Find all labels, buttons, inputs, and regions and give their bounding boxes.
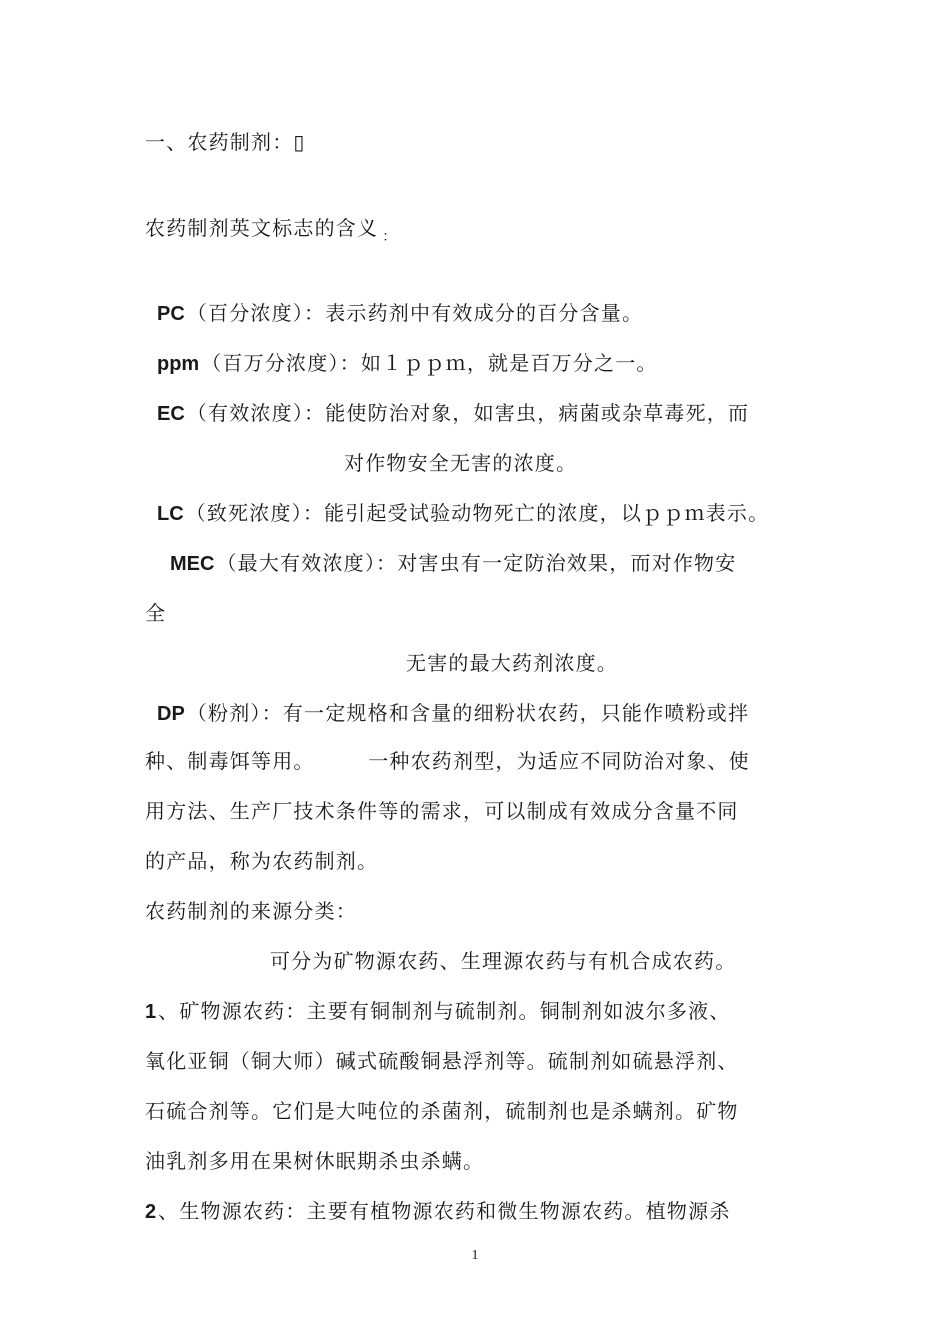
def-ppm — [157, 348, 658, 379]
def-ec-text: （有效浓度）：能使防治对象，如害虫，病菌或杂草毒死，而 — [186, 401, 750, 425]
abbr-ec: EC — [157, 403, 185, 425]
abbr-mec: MEC — [170, 553, 215, 575]
item-1-line: 油乳剂多用在果树休眠期杀虫杀螨。 — [145, 1149, 485, 1173]
def-ppm-text: （百万分浓度）：如１ｐｐｍ，就是百万分之一。 — [201, 351, 658, 375]
paragraph-line: 的产品，称为农药制剂。 — [145, 849, 379, 873]
paragraph-line: 用方法、生产厂技术条件等的需求，可以制成有效成分含量不同 — [145, 799, 739, 823]
abbr-ppm: ppm — [157, 353, 200, 375]
def-ec — [157, 398, 749, 429]
def-ec-continuation: 对作物安全无害的浓度。 — [344, 451, 578, 475]
def-mec-text: （最大有效浓度）：对害虫有一定防治效果，而对作物安 — [216, 551, 737, 575]
def-dp — [157, 698, 749, 729]
abbr-lc: LC — [157, 503, 184, 525]
item-1-line: 石硫合剂等。它们是大吨位的杀菌剂，硫制剂也是杀螨剂。矿物 — [145, 1099, 739, 1123]
def-lc — [157, 498, 769, 529]
def-pc — [157, 298, 643, 329]
def-lc-text: （致死浓度）：能引起受试验动物死亡的浓度，以ｐｐｍ表示。 — [185, 501, 770, 525]
subheading-colon: ： — [382, 229, 398, 245]
def-pc-text: （百分浓度）：表示药剂中有效成分的百分含量。 — [186, 301, 644, 325]
item-2-number: 2 — [145, 1201, 157, 1223]
subheading — [145, 213, 397, 246]
item-1-number: 1 — [145, 1001, 157, 1023]
item-2-line — [145, 1196, 731, 1227]
page-number: 1 — [471, 1248, 479, 1263]
item-1-text: 、矿物源农药：主要有铜制剂与硫制剂。铜制剂如波尔多液、 — [158, 999, 731, 1023]
item-1-line — [145, 996, 731, 1027]
placeholder-glyph: ▯ — [293, 130, 306, 154]
def-dp-text: （粉剂）：有一定规格和含量的细粉状农药，只能作喷粉或拌 — [186, 701, 750, 725]
abbr-pc: PC — [157, 303, 185, 325]
item-1-line: 氧化亚铜（铜大师）碱式硫酸铜悬浮剂等。硫制剂如硫悬浮剂、 — [145, 1049, 739, 1073]
section-heading — [145, 127, 306, 157]
heading-text: 一、农药制剂： — [145, 130, 294, 154]
source-classification-line: 可分为矿物源农药、生理源农药与有机合成农药。 — [270, 949, 737, 973]
subheading-text: 农药制剂英文标志的含义 — [145, 216, 379, 240]
abbr-dp: DP — [157, 703, 185, 725]
item-2-text: 、生物源农药：主要有植物源农药和微生物源农药。植物源杀 — [158, 1199, 731, 1223]
def-mec-continuation-2: 无害的最大药剂浓度。 — [406, 651, 618, 675]
paragraph-line: 种、制毒饵等用。 一种农药剂型，为适应不同防治对象、使 — [145, 749, 750, 773]
def-mec — [170, 548, 736, 579]
source-classification-title: 农药制剂的来源分类： — [145, 899, 357, 923]
def-mec-continuation-1: 全 — [145, 601, 167, 625]
